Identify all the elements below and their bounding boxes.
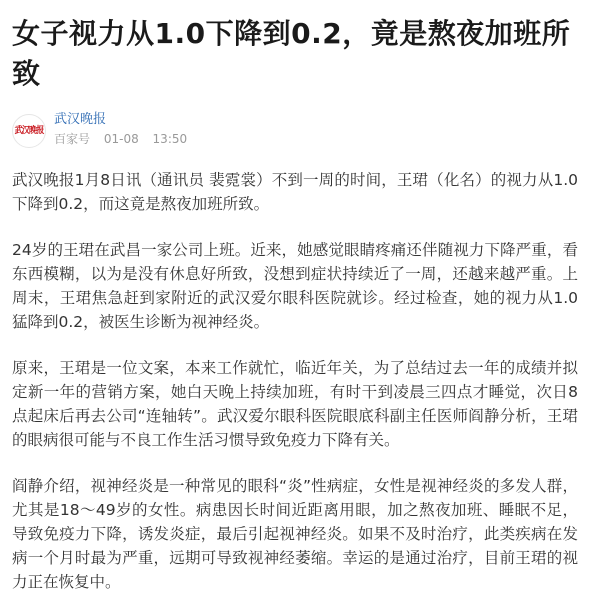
- article-body: [12, 168, 578, 616]
- article-paragraph: 武汉晚报1月8日讯（通讯员 裴霓裳）不到一周的时间，王珺（化名）的视力从1.0下降到0.2，而这竟是熬夜加班所致。: [12, 171, 578, 213]
- publish-time: 13:50: [152, 132, 188, 146]
- source-avatar[interactable]: [12, 114, 46, 148]
- platform-label: 百家号: [54, 132, 91, 146]
- article-paragraph: 原来，王珺是一位文案，本来工作就忙，临近年关，为了总结过去一年的成绩并拟定新一年的营销方案，她白天晚上持续加班，有时干到凌晨三四点才睡觉，次日8点起床后再去公司“连轴转”。武汉爱尔眼科医院眼底科副主任医师阎静分析，王珺的眼病很可能与不良工作生活习惯导致免疫力下降有关。: [12, 359, 578, 449]
- article-paragraph: 24岁的王珺在武昌一家公司上班。近来，她感觉眼睛疼痛还伴随视力下降严重，看东西模糊，以为是没有休息好所致，没想到症状持续近了一周，还越来越严重。上周末，王珺焦急赶到家附近的武汉爱尔眼科医院就诊。经过检查，她的视力从1.0猛降到0.2，被医生诊断为视神经炎。: [12, 241, 578, 331]
- publish-info: [54, 131, 197, 147]
- publish-date: 01-08: [103, 132, 139, 146]
- source-logo-text: 武汉晚报: [14, 126, 44, 136]
- article-meta: [12, 111, 412, 149]
- article-title: 女子视力从1.0下降到0.2，竟是熬夜加班所致: [12, 17, 571, 90]
- article-paragraph: 阎静介绍，视神经炎是一种常见的眼科“炎”性病症，女性是视神经炎的多发人群，尤其是18～49岁的女性。病患因长时间近距离用眼，加之熬夜加班、睡眠不足，导致免疫力下降，诱发炎症，最后引起视神经炎。如果不及时治疗，此类疾病在发病一个月时最为严重，远期可导致视神经萎缩。幸运的是通过治疗，目前王珺的视力正在恢复中。: [12, 477, 578, 591]
- source-name-link[interactable]: 武汉晚报: [54, 112, 107, 127]
